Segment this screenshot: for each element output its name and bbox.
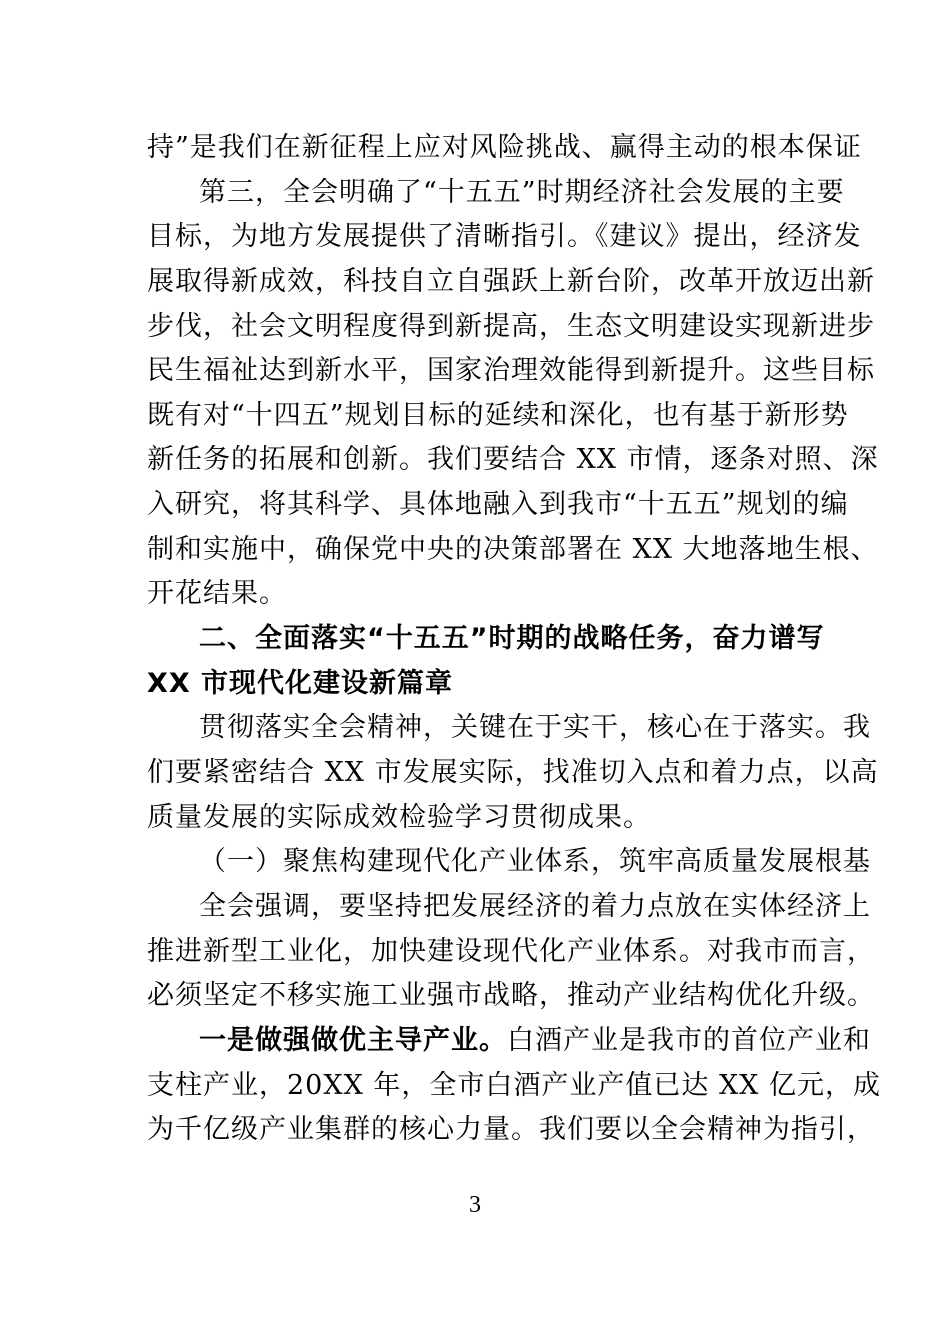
paragraph-line: 为千亿级产业集群的核心力量。我们要以全会精神为指引， (147, 1114, 875, 1145)
paragraph-line: 入研究，将其科学、具体地融入到我市“十五五”规划的编 (147, 489, 849, 520)
section-heading-line: XX 市现代化建设新篇章 (147, 668, 454, 699)
paragraph-line (199, 1018, 871, 1064)
subsection-heading: （一）聚焦构建现代化产业体系，筑牢高质量发展根基 (199, 846, 871, 877)
paragraph-line: 全会强调，要坚持把发展经济的着力点放在实体经济上 (199, 891, 871, 922)
paragraph-line: 民生福祉达到新水平，国家治理效能得到新提升。这些目标 (147, 355, 875, 386)
paragraph-text: 白酒产业是我市的首位产业和 (507, 1025, 871, 1056)
paragraph-line: 开花结果。 (147, 578, 287, 609)
paragraph-line: 必须坚定不移实施工业强市战略，推动产业结构优化升级。 (147, 980, 875, 1011)
paragraph-line: 既有对“十四五”规划目标的延续和深化，也有基于新形势 (147, 400, 849, 431)
paragraph-line: 目标，为地方发展提供了清晰指引。《建议》提出，经济发 (147, 221, 862, 252)
paragraph-line: 持”是我们在新征程上应对风险挑战、赢得主动的根本保证 (147, 132, 862, 163)
paragraph-line: 推进新型工业化，加快建设现代化产业体系。对我市而言， (147, 936, 875, 967)
paragraph-line: 新任务的拓展和创新。我们要结合 XX 市情，逐条对照、深 (147, 444, 879, 475)
paragraph-line: 支柱产业，20XX 年，全市白酒产业产值已达 XX 亿元，成 (147, 1070, 881, 1101)
section-heading-line: 二、全面落实“十五五”时期的战略任务，奋力谱写 (199, 623, 825, 654)
paragraph-line: 第三，全会明确了“十五五”时期经济社会发展的主要 (199, 177, 845, 208)
paragraph-line: 们要紧密结合 XX 市发展实际，找准切入点和着力点，以高 (147, 757, 879, 788)
paragraph-line: 步伐，社会文明程度得到新提高，生态文明建设实现新进步 (147, 311, 875, 342)
paragraph-line: 展取得新成效，科技自立自强跃上新台阶，改革开放迈出新 (147, 266, 875, 297)
page-number: 3 (469, 1192, 481, 1218)
bold-lead-text: 一是做强做优主导产业。 (199, 1025, 507, 1056)
paragraph-line: 贯彻落实全会精神，关键在于实干，核心在于落实。我 (199, 712, 871, 743)
paragraph-line: 制和实施中，确保党中央的决策部署在 XX 大地落地生根、 (147, 534, 879, 565)
paragraph-line: 质量发展的实际成效检验学习贯彻成果。 (147, 802, 651, 833)
